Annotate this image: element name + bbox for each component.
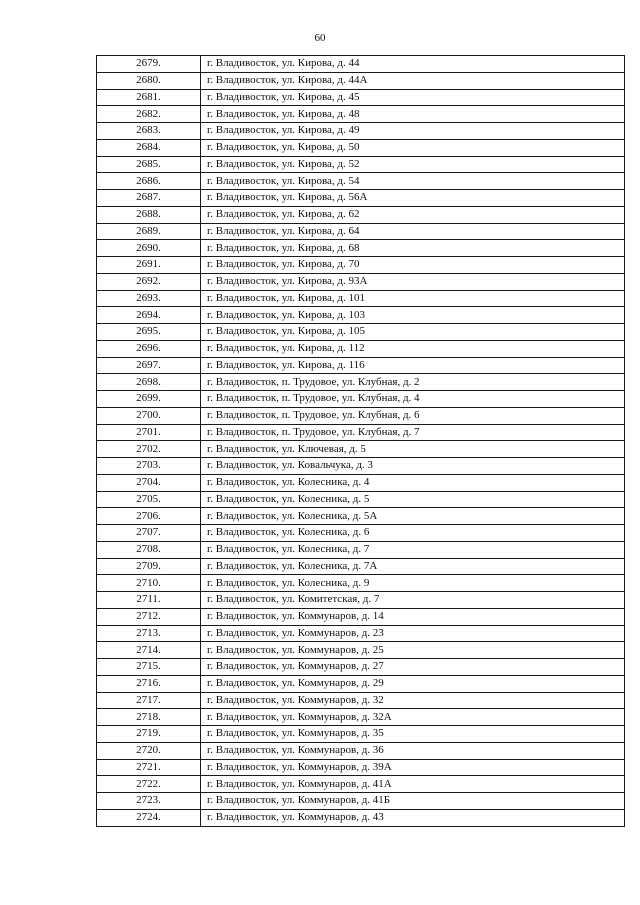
address-cell: г. Владивосток, ул. Коммунаров, д. 41А <box>201 776 625 793</box>
table-row <box>97 357 625 374</box>
address-cell: г. Владивосток, ул. Коммунаров, д. 35 <box>201 726 625 743</box>
row-number-cell: 2690. <box>97 240 201 257</box>
address-cell: г. Владивосток, ул. Коммунаров, д. 41Б <box>201 793 625 810</box>
table-row <box>97 173 625 190</box>
address-cell: г. Владивосток, ул. Колесника, д. 9 <box>201 575 625 592</box>
address-cell: г. Владивосток, ул. Колесника, д. 7 <box>201 541 625 558</box>
row-number-cell: 2722. <box>97 776 201 793</box>
address-cell: г. Владивосток, ул. Кирова, д. 50 <box>201 139 625 156</box>
row-number-cell: 2696. <box>97 340 201 357</box>
row-number-cell: 2718. <box>97 709 201 726</box>
row-number-cell: 2680. <box>97 72 201 89</box>
address-cell: г. Владивосток, ул. Кирова, д. 105 <box>201 324 625 341</box>
row-number-cell: 2699. <box>97 391 201 408</box>
row-number-cell: 2716. <box>97 675 201 692</box>
row-number-cell: 2709. <box>97 558 201 575</box>
table-row <box>97 441 625 458</box>
row-number-cell: 2710. <box>97 575 201 592</box>
row-number-cell: 2683. <box>97 123 201 140</box>
table-row <box>97 793 625 810</box>
address-cell: г. Владивосток, п. Трудовое, ул. Клубная, д. 7 <box>201 424 625 441</box>
address-cell: г. Владивосток, ул. Коммунаров, д. 14 <box>201 608 625 625</box>
row-number-cell: 2698. <box>97 374 201 391</box>
address-cell: г. Владивосток, ул. Кирова, д. 64 <box>201 223 625 240</box>
row-number-cell: 2719. <box>97 726 201 743</box>
row-number-cell: 2687. <box>97 190 201 207</box>
address-cell: г. Владивосток, ул. Кирова, д. 45 <box>201 89 625 106</box>
row-number-cell: 2703. <box>97 458 201 475</box>
row-number-cell: 2712. <box>97 608 201 625</box>
table-row <box>97 106 625 123</box>
address-cell: г. Владивосток, ул. Кирова, д. 112 <box>201 340 625 357</box>
row-number-cell: 2717. <box>97 692 201 709</box>
row-number-cell: 2721. <box>97 759 201 776</box>
table-row <box>97 474 625 491</box>
table-row <box>97 525 625 542</box>
table-row <box>97 709 625 726</box>
table-row <box>97 324 625 341</box>
address-cell: г. Владивосток, ул. Комитетская, д. 7 <box>201 592 625 609</box>
table-row <box>97 742 625 759</box>
table-row <box>97 776 625 793</box>
table-row <box>97 89 625 106</box>
address-cell: г. Владивосток, ул. Кирова, д. 101 <box>201 290 625 307</box>
table-row <box>97 223 625 240</box>
row-number-cell: 2686. <box>97 173 201 190</box>
table-row <box>97 659 625 676</box>
table-row <box>97 625 625 642</box>
row-number-cell: 2684. <box>97 139 201 156</box>
address-cell: г. Владивосток, ул. Кирова, д. 103 <box>201 307 625 324</box>
table-row <box>97 139 625 156</box>
row-number-cell: 2691. <box>97 257 201 274</box>
row-number-cell: 2706. <box>97 508 201 525</box>
table-row <box>97 156 625 173</box>
page-number: 60 <box>314 32 326 44</box>
address-register-table <box>96 55 625 827</box>
address-cell: г. Владивосток, ул. Колесника, д. 4 <box>201 474 625 491</box>
table-row <box>97 726 625 743</box>
row-number-cell: 2688. <box>97 206 201 223</box>
table-row <box>97 307 625 324</box>
address-cell: г. Владивосток, ул. Ковальчука, д. 3 <box>201 458 625 475</box>
table-row <box>97 458 625 475</box>
address-cell: г. Владивосток, ул. Кирова, д. 44 <box>201 56 625 73</box>
address-cell: г. Владивосток, ул. Кирова, д. 48 <box>201 106 625 123</box>
row-number-cell: 2694. <box>97 307 201 324</box>
address-cell: г. Владивосток, ул. Кирова, д. 62 <box>201 206 625 223</box>
address-register-body <box>97 56 625 827</box>
row-number-cell: 2715. <box>97 659 201 676</box>
table-row <box>97 72 625 89</box>
row-number-cell: 2708. <box>97 541 201 558</box>
row-number-cell: 2689. <box>97 223 201 240</box>
address-cell: г. Владивосток, ул. Коммунаров, д. 23 <box>201 625 625 642</box>
row-number-cell: 2707. <box>97 525 201 542</box>
address-cell: г. Владивосток, ул. Ключевая, д. 5 <box>201 441 625 458</box>
table-row <box>97 675 625 692</box>
address-cell: г. Владивосток, ул. Коммунаров, д. 27 <box>201 659 625 676</box>
address-cell: г. Владивосток, ул. Колесника, д. 6 <box>201 525 625 542</box>
address-cell: г. Владивосток, ул. Кирова, д. 56А <box>201 190 625 207</box>
address-cell: г. Владивосток, п. Трудовое, ул. Клубная, д. 6 <box>201 407 625 424</box>
table-row <box>97 575 625 592</box>
table-row <box>97 257 625 274</box>
table-row <box>97 809 625 826</box>
row-number-cell: 2679. <box>97 56 201 73</box>
row-number-cell: 2704. <box>97 474 201 491</box>
address-cell: г. Владивосток, ул. Кирова, д. 44А <box>201 72 625 89</box>
address-cell: г. Владивосток, ул. Коммунаров, д. 36 <box>201 742 625 759</box>
row-number-cell: 2714. <box>97 642 201 659</box>
address-cell: г. Владивосток, ул. Колесника, д. 5А <box>201 508 625 525</box>
address-cell: г. Владивосток, ул. Коммунаров, д. 43 <box>201 809 625 826</box>
table-row <box>97 290 625 307</box>
address-cell: г. Владивосток, ул. Коммунаров, д. 39А <box>201 759 625 776</box>
row-number-cell: 2724. <box>97 809 201 826</box>
table-row <box>97 190 625 207</box>
address-cell: г. Владивосток, ул. Кирова, д. 54 <box>201 173 625 190</box>
table-row <box>97 558 625 575</box>
row-number-cell: 2711. <box>97 592 201 609</box>
row-number-cell: 2693. <box>97 290 201 307</box>
address-cell: г. Владивосток, ул. Кирова, д. 49 <box>201 123 625 140</box>
address-cell: г. Владивосток, ул. Кирова, д. 68 <box>201 240 625 257</box>
table-row <box>97 491 625 508</box>
address-cell: г. Владивосток, ул. Кирова, д. 70 <box>201 257 625 274</box>
table-row <box>97 391 625 408</box>
address-cell: г. Владивосток, ул. Коммунаров, д. 29 <box>201 675 625 692</box>
address-cell: г. Владивосток, ул. Коммунаров, д. 32А <box>201 709 625 726</box>
table-row <box>97 508 625 525</box>
address-cell: г. Владивосток, п. Трудовое, ул. Клубная, д. 4 <box>201 391 625 408</box>
table-row <box>97 759 625 776</box>
address-cell: г. Владивосток, ул. Кирова, д. 52 <box>201 156 625 173</box>
row-number-cell: 2697. <box>97 357 201 374</box>
row-number-cell: 2713. <box>97 625 201 642</box>
address-cell: г. Владивосток, ул. Кирова, д. 116 <box>201 357 625 374</box>
table-row <box>97 541 625 558</box>
row-number-cell: 2700. <box>97 407 201 424</box>
table-row <box>97 692 625 709</box>
address-cell: г. Владивосток, ул. Коммунаров, д. 32 <box>201 692 625 709</box>
row-number-cell: 2701. <box>97 424 201 441</box>
table-row <box>97 206 625 223</box>
address-cell: г. Владивосток, ул. Кирова, д. 93А <box>201 273 625 290</box>
table-row <box>97 424 625 441</box>
table-row <box>97 642 625 659</box>
row-number-cell: 2682. <box>97 106 201 123</box>
table-row <box>97 374 625 391</box>
address-cell: г. Владивосток, п. Трудовое, ул. Клубная, д. 2 <box>201 374 625 391</box>
table-row <box>97 56 625 73</box>
row-number-cell: 2702. <box>97 441 201 458</box>
row-number-cell: 2705. <box>97 491 201 508</box>
table-row <box>97 273 625 290</box>
row-number-cell: 2692. <box>97 273 201 290</box>
table-row <box>97 608 625 625</box>
table-row <box>97 407 625 424</box>
row-number-cell: 2723. <box>97 793 201 810</box>
row-number-cell: 2681. <box>97 89 201 106</box>
table-row <box>97 592 625 609</box>
row-number-cell: 2695. <box>97 324 201 341</box>
row-number-cell: 2685. <box>97 156 201 173</box>
table-row <box>97 123 625 140</box>
address-cell: г. Владивосток, ул. Колесника, д. 7А <box>201 558 625 575</box>
address-cell: г. Владивосток, ул. Колесника, д. 5 <box>201 491 625 508</box>
table-row <box>97 340 625 357</box>
address-cell: г. Владивосток, ул. Коммунаров, д. 25 <box>201 642 625 659</box>
row-number-cell: 2720. <box>97 742 201 759</box>
table-row <box>97 240 625 257</box>
